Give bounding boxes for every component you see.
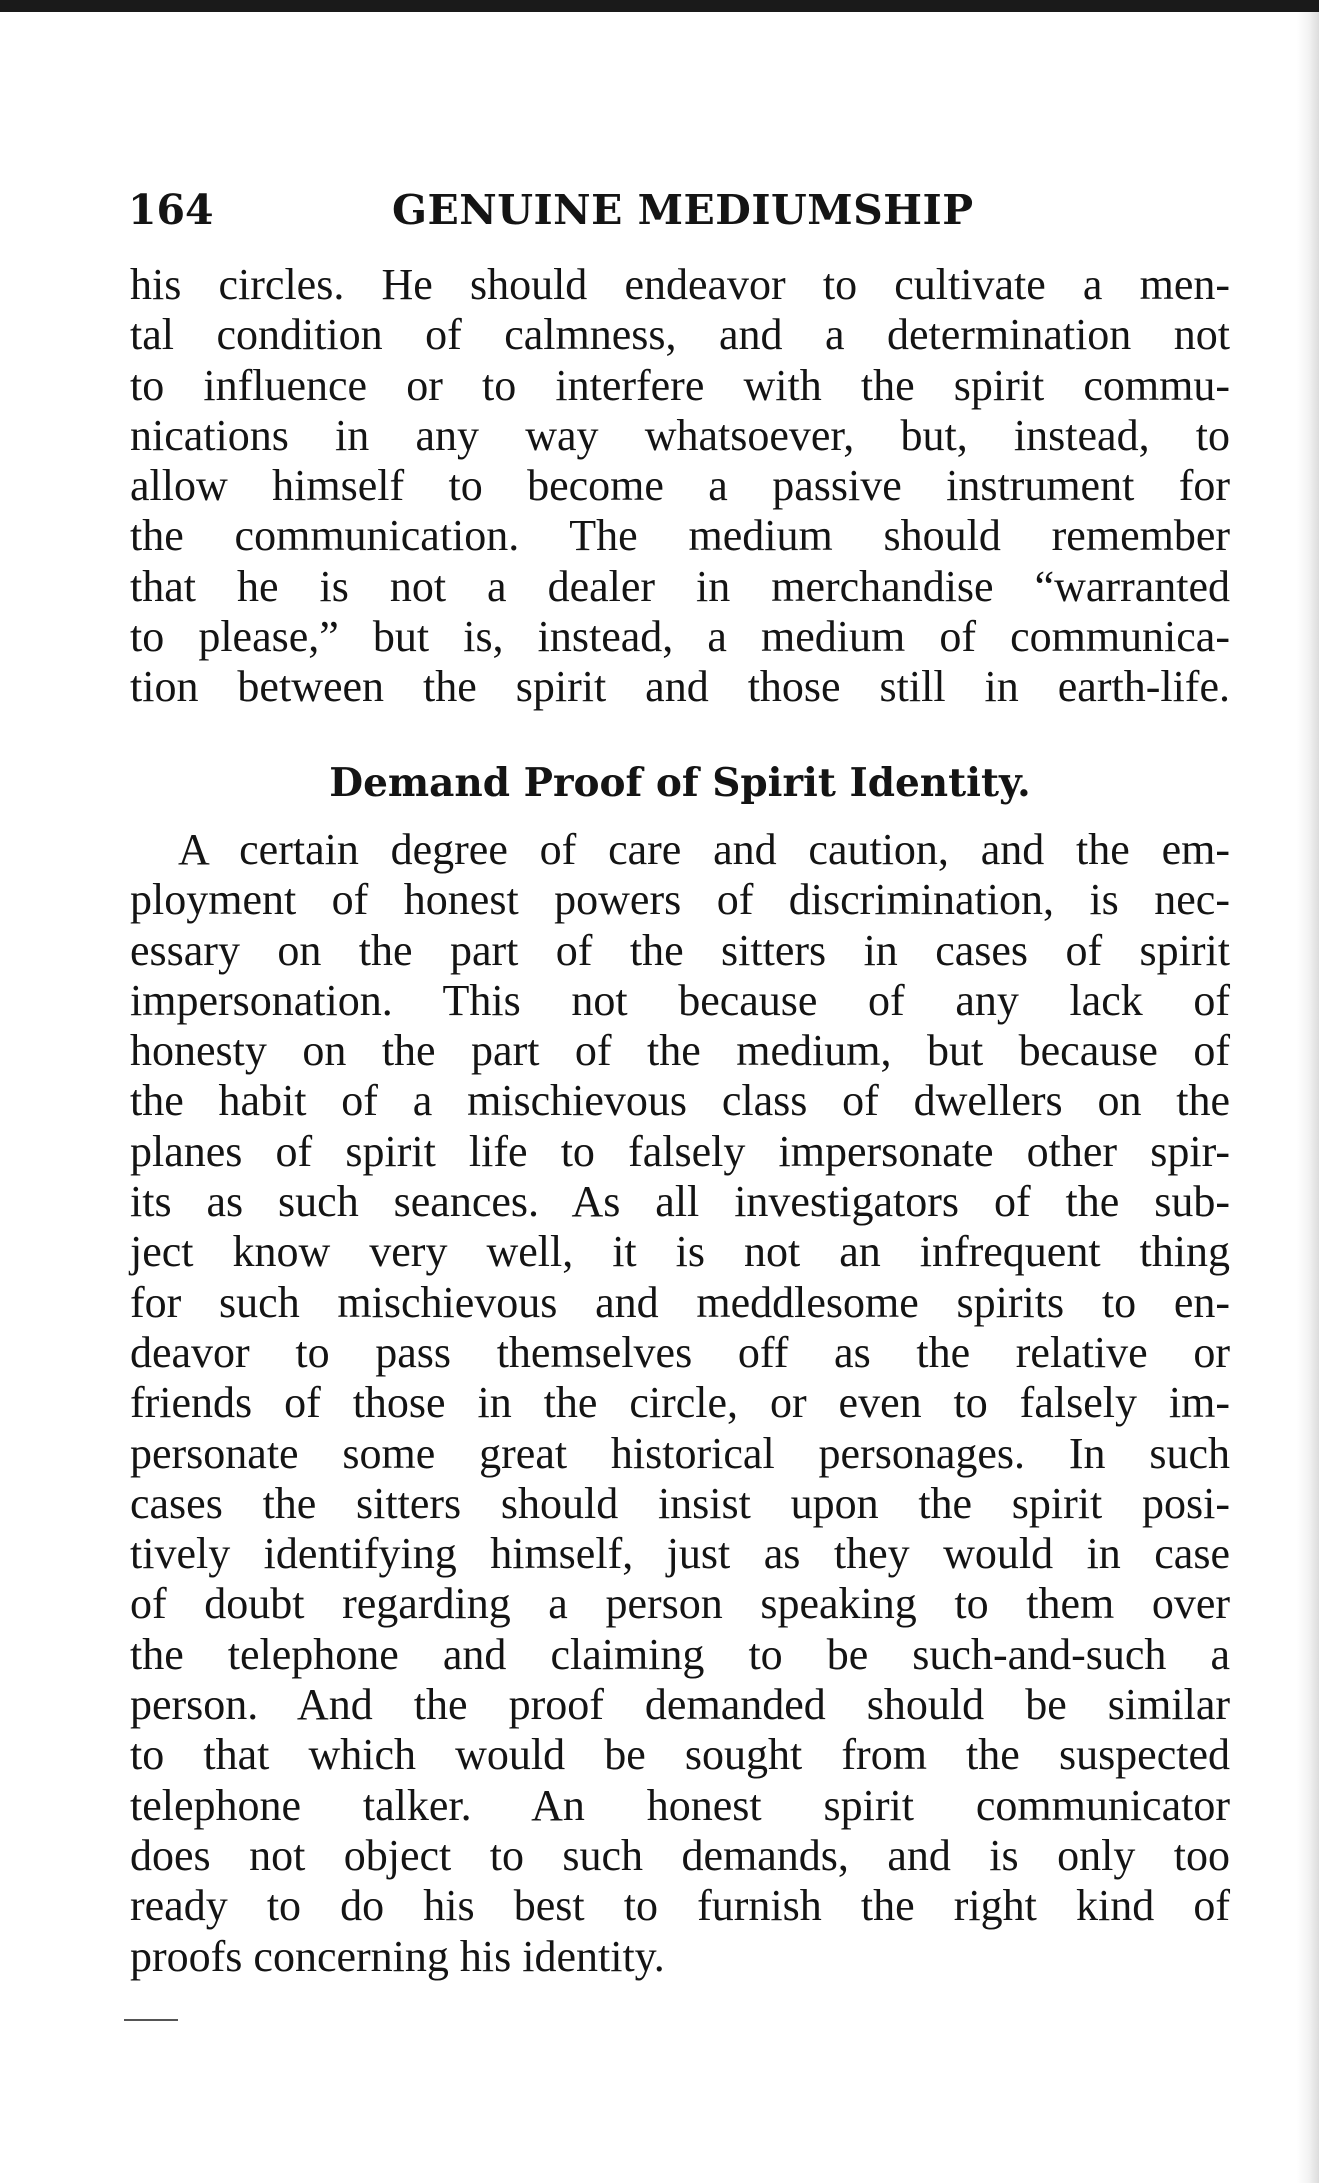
running-head: GENUINE MEDIUMSHIP — [392, 186, 974, 234]
text-line: friends of those in the circle, or even to falsely im- — [130, 1378, 1230, 1428]
text-line: ployment of honest powers of discrimination, is nec- — [130, 875, 1230, 925]
text-line: to please,” but is, instead, a medium of communica- — [130, 612, 1230, 662]
text-line: telephone talker. An honest spirit communicator — [130, 1780, 1230, 1830]
text-line: tal condition of calmness, and a determination not — [130, 310, 1230, 360]
text-line: personate some great historical personages. In such — [130, 1428, 1230, 1478]
text-line: cases the sitters should insist upon the spirit posi- — [130, 1478, 1230, 1528]
text-line: does not object to such demands, and is only too — [130, 1830, 1230, 1880]
footer-rule-fragment — [124, 2019, 178, 2021]
section-heading: Demand Proof of Spirit Identity. — [329, 760, 1031, 806]
page-edge-shadow — [1297, 12, 1319, 2183]
text-line: A certain degree of care and caution, and the em- — [178, 825, 1230, 874]
text-line: to influence or to interfere with the spirit commu- — [130, 360, 1230, 410]
page-number: 164 — [128, 186, 214, 234]
text-line: his circles. He should endeavor to cultivate a men- — [130, 260, 1230, 309]
text-line: person. And the proof demanded should be similar — [130, 1680, 1230, 1730]
text-line: proofs concerning his identity. — [130, 1931, 665, 1981]
text-line: ready to do his best to furnish the right kind of — [130, 1881, 1230, 1931]
paragraph-2 — [130, 825, 1230, 1982]
paragraph-1 — [130, 260, 1230, 713]
text-line: for such mischievous and meddlesome spirits to en- — [130, 1277, 1230, 1327]
text-line: honesty on the part of the medium, but because of — [130, 1026, 1230, 1076]
text-line: the communication. The medium should remember — [130, 511, 1230, 561]
text-line: essary on the part of the sitters in cases of spirit — [130, 925, 1230, 975]
text-line: its as such seances. As all investigators of the sub- — [130, 1177, 1230, 1227]
text-line: nications in any way whatsoever, but, instead, to — [130, 410, 1230, 460]
text-line: allow himself to become a passive instrument for — [130, 461, 1230, 511]
text-line: planes of spirit life to falsely impersonate other spir- — [130, 1126, 1230, 1176]
text-line: that he is not a dealer in merchandise “warranted — [130, 561, 1230, 611]
text-line: tively identifying himself, just as they would in case — [130, 1529, 1230, 1579]
top-border-rule — [0, 0, 1319, 12]
text-line: the habit of a mischievous class of dwellers on the — [130, 1076, 1230, 1126]
text-line: impersonation. This not because of any lack of — [130, 975, 1230, 1025]
text-line: to that which would be sought from the suspected — [130, 1730, 1230, 1780]
text-line: the telephone and claiming to be such-and-such a — [130, 1629, 1230, 1679]
text-line: of doubt regarding a person speaking to them over — [130, 1579, 1230, 1629]
text-line: deavor to pass themselves off as the relative or — [130, 1327, 1230, 1377]
text-line: tion between the spirit and those still in earth-life. — [130, 662, 1230, 712]
text-line: ject know very well, it is not an infrequent thing — [130, 1227, 1230, 1277]
